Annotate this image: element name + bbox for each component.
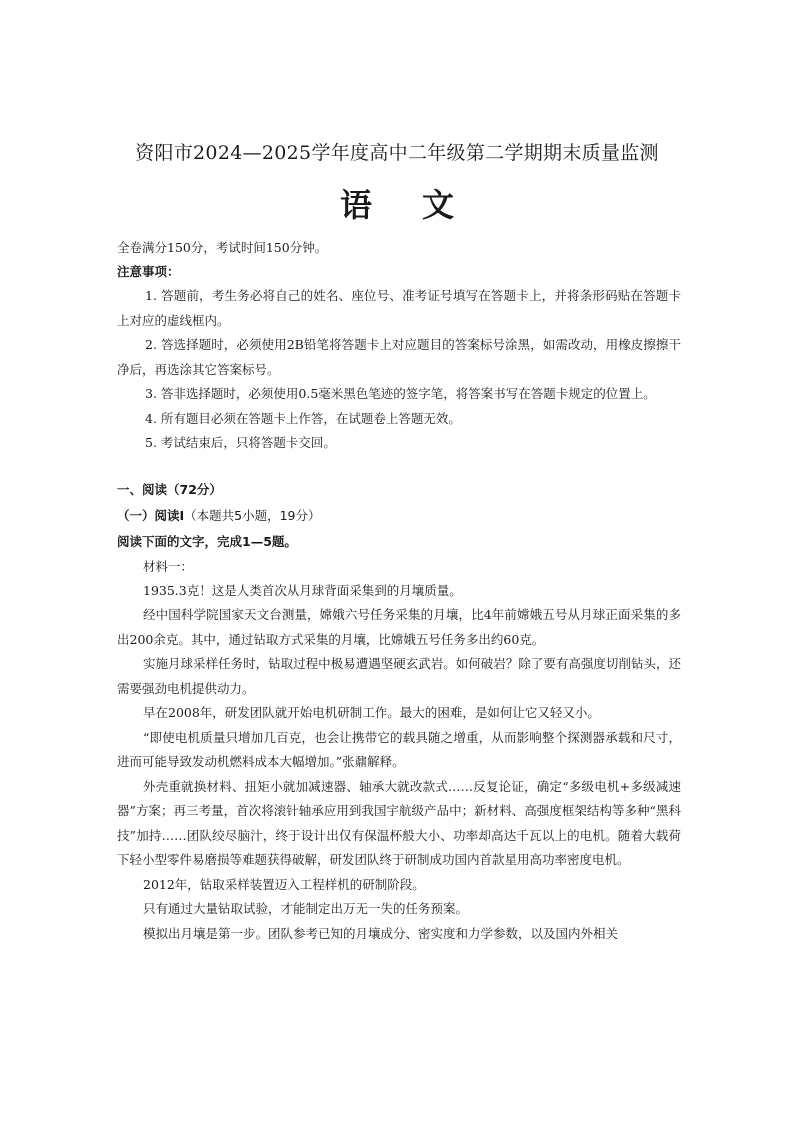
page-body xyxy=(117,236,681,946)
passage-paragraph: 2012年，钻取采样装置迈入工程样机的研制阶段。 xyxy=(143,876,425,892)
exam-title: 资阳市2024—2025学年度高中二年级第二学期期末质量监测 xyxy=(135,142,659,164)
subpart-heading xyxy=(117,503,681,529)
subpart-note: （本题共5小题，19分） xyxy=(184,507,321,523)
notice-item: 1. 答题前，考生务必将自己的姓名、座位号、准考证号填写在答题卡上，并将条形码贴在答题卡上对应的虚线框内。 xyxy=(117,288,681,328)
passage-paragraph: 经中国科学院国家天文台测量，嫦娥六号任务采集的月壤，比4年前嫦娥五号从月球正面采集的多出200余克。其中，通过钻取方式采集的月壤，比嫦娥五号任务多出约60克。 xyxy=(117,607,681,647)
passage-paragraph: 早在2008年，研发团队就开始电机研制工作。最大的困难，是如何让它又轻又小。 xyxy=(143,705,600,720)
notice-heading: 注意事项： xyxy=(117,264,180,279)
notice-item: 5. 考试结束后，只将答题卡交回。 xyxy=(145,435,336,450)
passage-paragraph: 只有通过大量钻取试验，才能制定出万无一失的任务预案。 xyxy=(143,901,469,916)
part-heading: 一、阅读（72分） xyxy=(117,481,222,497)
passage-paragraph: “即使电机质量只增加几百克，也会让携带它的载具随之增重，从而影响整个探测器承载和尺寸，进而可能导致发动机燃料成本大幅增加。”张鼐解释。 xyxy=(117,729,681,769)
passage-paragraph: 模拟出月壤是第一步。团队参考已知的月壤成分、密实度和力学参数，以及国内外相关 xyxy=(143,925,619,941)
reading-section xyxy=(117,477,681,947)
notice-item: 4. 所有题目必须在答题卡上作答，在试题卷上答题无效。 xyxy=(145,410,461,426)
passage-paragraph: 实施月球采样任务时，钻取过程中极易遭遇坚硬玄武岩。如何破岩？除了要有高强度切削钻头，还需要强劲电机提供动力。 xyxy=(117,656,681,696)
notice-item: 2. 答选择题时，必须使用2B铅笔将答题卡上对应题目的答案标号涂黑，如需改动，用橡皮擦擦干净后，再选涂其它答案标号。 xyxy=(117,337,681,377)
passage-paragraph: 外壳重就换材料、扭矩小就加减速器、轴承大就改款式……反复论证，确定“多级电机+多级减速器”方案；再三考量，首次将滚针轴承应用到我国宇航级产品中；新材料、高强度框架结构等多种“黑科技”加持……团队绞尽脑汁，终于设计出仅有保温杯般大小、功率却高达千瓦以上的电机。随着大载荷下轻小型零件易磨损等难题获得破解，研发团队终于研制成功国内首款星用高功率密度电机。 xyxy=(117,778,681,867)
reading-instruction: 阅读下面的文字，完成1—5题。 xyxy=(117,533,297,549)
passage-paragraph: 1935.3克！这是人类首次从月球背面采集到的月壤质量。 xyxy=(143,582,462,598)
material-label: 材料一： xyxy=(143,558,194,574)
subpart-title: （一）阅读Ⅰ xyxy=(117,507,185,523)
subject-title: 语文 xyxy=(339,186,504,224)
score-time-line: 全卷满分150分，考试时间150分钟。 xyxy=(117,240,328,255)
notice-list xyxy=(117,284,681,456)
notice-item: 3. 答非选择题时，必须使用0.5毫米黑色笔迹的签字笔，将答案书写在答题卡规定的位置上。 xyxy=(145,386,656,401)
